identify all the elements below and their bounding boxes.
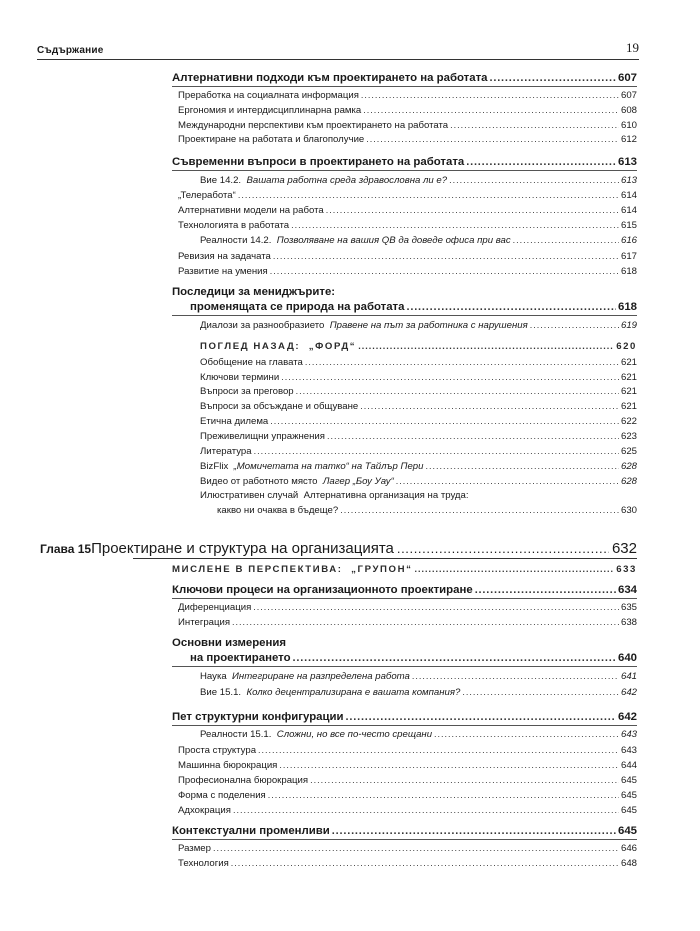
chapter-heading[interactable] (40, 540, 637, 557)
toc-entry[interactable]: Интеграция ..... 638 (178, 615, 637, 630)
toc-entry[interactable]: Машинна бюрокрация ..... 644 (178, 758, 637, 773)
toc-entry[interactable]: Адхокрация ..... 645 (178, 803, 637, 818)
toc-entry[interactable]: Етична дилема ..... 622 (200, 414, 637, 429)
toc-lookback-entry[interactable]: ПОГЛЕД НАЗАД: „ФОРД“ ..... 620 (200, 339, 637, 354)
toc-section-heading[interactable]: на проектирането ..... 640 (190, 651, 637, 665)
toc-entry[interactable]: Размер ..... 646 (178, 841, 637, 856)
page-header (37, 42, 639, 56)
toc-entry[interactable]: Форма с поделения ..... 645 (178, 788, 637, 803)
section-rule (172, 598, 637, 599)
running-head: Съдържание (37, 45, 104, 56)
toc-entry[interactable]: Проектиране на работата и благополучие ..... 612 (178, 132, 637, 147)
toc-feature-entry[interactable]: Наука Интегриране на разпределена работа ..... 641 (200, 669, 637, 684)
section-rule (172, 86, 637, 87)
toc-entry[interactable]: Преживелищни упражнения ..... 623 (200, 429, 637, 444)
toc-entry[interactable]: Проста структура ..... 643 (178, 743, 637, 758)
toc-entry[interactable]: Обобщение на главата ..... 621 (200, 355, 637, 370)
toc-section-heading-line1[interactable]: Основни измерения (172, 637, 287, 649)
toc-section-heading[interactable]: променящата се природа на работата ..... 618 (190, 300, 637, 314)
toc-feature-entry[interactable]: Вие 15.1. Колко децентрализирана е вашата компания? ..... 642 (200, 685, 637, 700)
section-rule (172, 839, 637, 840)
chapter-label: Глава 15 (40, 542, 92, 556)
toc-feature-entry[interactable]: BizFlix „Момичетата на татко“ на Тайлър Пери ..... 628 (200, 459, 637, 474)
toc-feature-entry[interactable]: Вие 14.2. Вашата работна среда здравословна ли е? ..... 613 (200, 173, 637, 188)
toc-case-entry[interactable]: какво ни очаква в бъдеще? ..... 630 (217, 503, 637, 518)
toc-entry[interactable]: Ключови термини ..... 621 (200, 370, 637, 385)
toc-entry[interactable]: Технологията в работата ..... 615 (178, 218, 637, 233)
toc-section-heading-line1[interactable]: Последици за мениджърите: (172, 286, 336, 298)
toc-entry[interactable]: Развитие на умения ..... 618 (178, 264, 637, 279)
toc-feature-entry[interactable]: Видео от работното място Лагер „Боу Уау“ ..... 628 (200, 474, 637, 489)
toc-section-heading[interactable]: Съвременни въпроси в проектирането на работата ..... 613 (172, 155, 637, 169)
toc-entry[interactable]: Преработка на социалната информация ..... 607 (178, 88, 637, 103)
toc-feature-entry[interactable]: Реалности 14.2. Позволяване на вашия QB да доведе офиса при вас ..... 616 (200, 233, 637, 248)
section-rule (172, 725, 637, 726)
toc-perspective-entry[interactable]: МИСЛЕНЕ В ПЕРСПЕКТИВА: „ГРУПОН“ ..... 633 (172, 562, 637, 577)
toc-entry[interactable]: Ревизия на задачата ..... 617 (178, 249, 637, 264)
section-rule (172, 666, 637, 667)
toc-entry[interactable]: Диференциация ..... 635 (178, 600, 637, 615)
toc-entry[interactable]: Технология ..... 648 (178, 856, 637, 871)
chapter-title: Проектиране и структура на организацията (91, 540, 394, 557)
header-rule (37, 59, 639, 60)
toc-case-entry-line1[interactable]: Илюстративен случай Алтернативна организация на труда: (200, 490, 469, 501)
toc-entry[interactable]: „Телеработа“ ..... 614 (178, 188, 637, 203)
toc-entry[interactable]: Алтернативни модели на работа ..... 614 (178, 203, 637, 218)
toc-entry[interactable]: Професионална бюрокрация ..... 645 (178, 773, 637, 788)
toc-feature-entry[interactable]: Диалози за разнообразието Правене на път за работника с нарушения ..... 619 (200, 318, 637, 333)
section-rule (172, 315, 637, 316)
chapter-page: 632 (611, 540, 637, 557)
toc-entry[interactable]: Въпроси за преговор ..... 621 (200, 384, 637, 399)
toc-entry[interactable]: Международни перспективи към проектирането на работата ..... 610 (178, 118, 637, 133)
page-number: 19 (626, 40, 639, 55)
toc-entry[interactable]: Въпроси за обсъждане и общуване ..... 621 (200, 399, 637, 414)
toc-feature-entry[interactable]: Реалности 15.1. Сложни, но все по-често срещани ..... 643 (200, 727, 637, 742)
toc-section-heading[interactable]: Контекстуални променливи ..... 645 (172, 824, 637, 838)
toc-entry[interactable]: Литература ..... 625 (200, 444, 637, 459)
toc-section-heading[interactable]: Пет структурни конфигурации ..... 642 (172, 710, 637, 724)
section-rule (172, 170, 637, 171)
toc-section-heading[interactable]: Алтернативни подходи към проектирането на работата ..... 607 (172, 71, 637, 85)
toc-section-heading[interactable]: Ключови процеси на организационното проектиране ..... 634 (172, 583, 637, 597)
chapter-rule (133, 558, 637, 559)
toc-entry[interactable]: Ергономия и интердисциплинарна рамка ..... 608 (178, 103, 637, 118)
